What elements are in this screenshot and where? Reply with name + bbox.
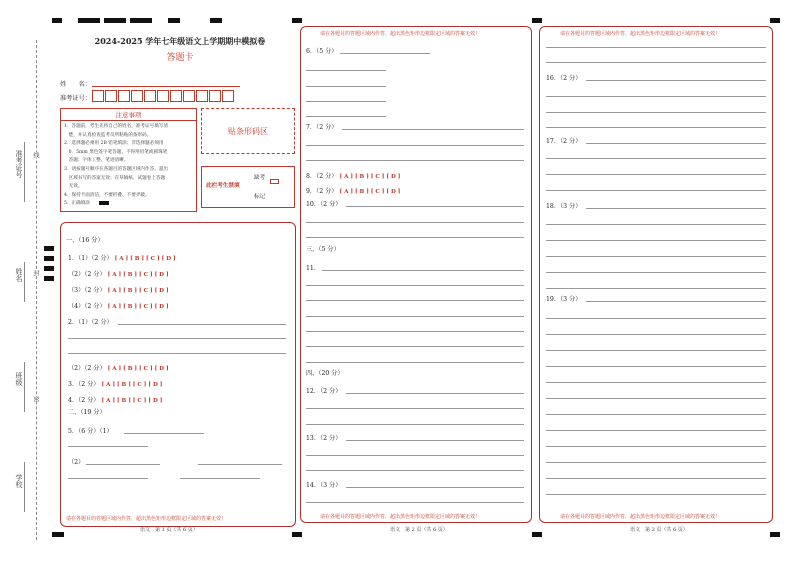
side-seal-mark: 封 bbox=[32, 270, 39, 276]
q7-label: 7．（2 分） bbox=[306, 124, 338, 131]
registration-mark bbox=[210, 18, 222, 23]
answer-line[interactable] bbox=[546, 224, 766, 225]
answer-line[interactable] bbox=[346, 206, 524, 207]
answer-line[interactable] bbox=[546, 430, 766, 431]
registration-mark bbox=[44, 256, 54, 261]
filled-sample-mark bbox=[99, 201, 109, 205]
page3-answer-panel bbox=[539, 26, 773, 523]
side-label-name: 姓名 bbox=[15, 268, 23, 282]
q9-label: 9．（2 分） bbox=[306, 188, 338, 195]
absent-mark-label: 标记 bbox=[254, 194, 266, 200]
answer-line[interactable] bbox=[306, 70, 386, 71]
answer-line[interactable] bbox=[306, 470, 524, 471]
q10-label: 10．（2 分） bbox=[306, 201, 342, 208]
notes-item: 楚，并认真检查监考员所粘贴的条形码。 bbox=[64, 132, 152, 138]
page-title: 2024-2025 学年七年级语文上学期期中模拟卷 bbox=[94, 36, 266, 46]
side-label-id: 准考证号 bbox=[15, 150, 23, 178]
answer-line[interactable] bbox=[546, 318, 766, 319]
registration-mark bbox=[44, 246, 54, 251]
page2-bottom-warning: 请在各题目的答题区域内作答，超出黑色矩形边框限定区域的答案无效！ bbox=[320, 514, 481, 520]
q5-1-label: 5．（6 分）（1） bbox=[68, 428, 113, 435]
answer-line[interactable] bbox=[586, 143, 766, 144]
answer-line[interactable] bbox=[306, 300, 524, 301]
q1-4-options[interactable]: [ A ] [ B ] [ C ] [ D ] bbox=[107, 304, 169, 310]
notes-item: 1．答题前，考生先将自己的姓名，准考证号填写清 bbox=[64, 124, 168, 129]
q14-label: 14．（3 分） bbox=[306, 482, 342, 489]
registration-mark bbox=[130, 18, 152, 23]
answer-line[interactable] bbox=[306, 116, 386, 117]
q11-label: 11． bbox=[306, 265, 321, 272]
answer-line[interactable] bbox=[68, 338, 286, 339]
registration-mark bbox=[52, 18, 62, 23]
side-label-class: 班级 bbox=[15, 372, 23, 386]
section1-heading: 一、（16 分） bbox=[66, 237, 104, 244]
answer-line[interactable] bbox=[198, 464, 282, 465]
q8-label: 8．（2 分） bbox=[306, 173, 338, 180]
side-line-mark: 线 bbox=[32, 152, 39, 158]
absent-checkbox[interactable] bbox=[270, 179, 279, 184]
q13-label: 13．（2 分） bbox=[306, 435, 342, 442]
answer-line[interactable] bbox=[306, 408, 524, 409]
id-digit-box[interactable] bbox=[157, 90, 169, 102]
answer-line[interactable] bbox=[546, 350, 766, 351]
answer-line[interactable] bbox=[306, 455, 524, 456]
answer-line[interactable] bbox=[306, 101, 386, 102]
q1-1-options[interactable]: [ A ] [ B ] [ C ] [ D ] bbox=[114, 256, 176, 262]
barcode-label: 贴条形码区 bbox=[228, 126, 268, 136]
answer-line[interactable] bbox=[546, 112, 766, 113]
q3-options[interactable]: [ A ] [ B ] [ C ] [ D ] bbox=[101, 382, 163, 388]
registration-mark bbox=[104, 18, 126, 23]
id-digit-box[interactable] bbox=[209, 90, 221, 102]
answer-line[interactable] bbox=[124, 433, 204, 434]
answer-line[interactable] bbox=[546, 446, 766, 447]
q1-3-options[interactable]: [ A ] [ B ] [ C ] [ D ] bbox=[107, 288, 169, 294]
answer-line[interactable] bbox=[322, 270, 524, 271]
registration-mark bbox=[292, 18, 302, 23]
answer-line[interactable] bbox=[546, 62, 766, 63]
side-fill-line bbox=[24, 142, 25, 202]
q19-label: 19．（3 分） bbox=[546, 296, 582, 303]
registration-mark bbox=[168, 18, 180, 23]
answer-line[interactable] bbox=[546, 366, 766, 367]
id-digit-box[interactable] bbox=[222, 90, 234, 102]
answer-line[interactable] bbox=[68, 478, 148, 479]
answer-line[interactable] bbox=[306, 502, 524, 503]
side-fill-line bbox=[24, 462, 25, 512]
notes-box bbox=[60, 108, 197, 212]
proctor-label: 此栏考生禁填 bbox=[206, 183, 240, 189]
name-label: 姓 名： bbox=[60, 81, 91, 88]
q18-label: 18．（3 分） bbox=[546, 203, 582, 210]
section2-heading: 二、（19 分） bbox=[68, 409, 106, 416]
answer-line[interactable] bbox=[546, 158, 766, 159]
section4-heading: 四、（20 分） bbox=[306, 370, 344, 377]
notes-item: 0．5mm 黑色签字笔答题，不得用铅笔或圆珠笔 bbox=[64, 149, 168, 155]
page2-footer: 语文 第 2 页（共 6 页） bbox=[390, 527, 448, 533]
notes-item: 答题；字体工整、笔迹清晰。 bbox=[64, 158, 129, 164]
id-digit-box[interactable] bbox=[144, 90, 156, 102]
absent-label: 缺考 bbox=[254, 175, 266, 181]
id-digit-box[interactable] bbox=[131, 90, 143, 102]
answer-line[interactable] bbox=[306, 86, 386, 87]
answer-line[interactable] bbox=[306, 362, 524, 363]
registration-mark bbox=[44, 266, 54, 271]
answer-line[interactable] bbox=[346, 487, 524, 488]
answer-line[interactable] bbox=[306, 160, 524, 161]
registration-mark bbox=[770, 532, 780, 537]
q1-2-options[interactable]: [ A ] [ B ] [ C ] [ D ] bbox=[107, 272, 169, 278]
q2-2-options[interactable]: [ A ] [ B ] [ C ] [ D ] bbox=[107, 366, 169, 372]
answer-line[interactable] bbox=[346, 393, 524, 394]
page-subtitle: 答题卡 bbox=[166, 53, 194, 63]
answer-line[interactable] bbox=[68, 353, 286, 354]
side-fill-line bbox=[24, 262, 25, 302]
answer-line[interactable] bbox=[546, 190, 766, 191]
registration-mark bbox=[532, 18, 542, 23]
id-digit-box[interactable] bbox=[105, 90, 117, 102]
id-digit-box[interactable] bbox=[196, 90, 208, 102]
answer-line[interactable] bbox=[586, 208, 766, 209]
q2-2-label: （2）（2 分） bbox=[68, 365, 106, 372]
answer-line[interactable] bbox=[546, 240, 766, 241]
notes-item: 区域书写的答案无效；在草稿纸、试题卷上答题 bbox=[64, 175, 166, 181]
q4-options[interactable]: [ A ] [ B ] [ C ] [ D ] bbox=[101, 398, 163, 404]
answer-line[interactable] bbox=[546, 398, 766, 399]
answer-line[interactable] bbox=[306, 222, 524, 223]
answer-line[interactable] bbox=[546, 414, 766, 415]
barcode-area bbox=[201, 108, 295, 154]
answer-line[interactable] bbox=[306, 331, 524, 332]
q9-options[interactable]: [ A ] [ B ] [ C ] [ D ] bbox=[339, 189, 401, 195]
id-label: 准考证号： bbox=[60, 95, 91, 102]
q3-label: 3．（2 分） bbox=[68, 381, 100, 388]
answer-line[interactable] bbox=[546, 478, 766, 479]
answer-line[interactable] bbox=[346, 440, 524, 441]
registration-mark bbox=[44, 276, 54, 281]
answer-line[interactable] bbox=[118, 324, 286, 325]
q1-2-label: （2）（2 分） bbox=[68, 271, 106, 278]
registration-mark bbox=[770, 18, 780, 23]
answer-line[interactable] bbox=[546, 174, 766, 175]
answer-line[interactable] bbox=[546, 96, 766, 97]
answer-line[interactable] bbox=[546, 334, 766, 335]
registration-mark bbox=[78, 18, 100, 23]
side-label-school: 学校 bbox=[15, 474, 23, 488]
answer-line[interactable] bbox=[546, 256, 766, 257]
answer-line[interactable] bbox=[546, 288, 766, 289]
answer-line[interactable] bbox=[306, 346, 524, 347]
q12-label: 12．（2 分） bbox=[306, 388, 342, 395]
q8-options[interactable]: [ A ] [ B ] [ C ] [ D ] bbox=[339, 174, 401, 180]
id-digit-box[interactable] bbox=[92, 90, 104, 102]
binding-line bbox=[36, 40, 37, 540]
side-close-mark: 密 bbox=[32, 396, 39, 402]
page1-warning: 请在各题目的答题区域内作答，超出黑色矩形边框限定区域的答案无效！ bbox=[66, 516, 227, 522]
answer-line[interactable] bbox=[546, 494, 766, 495]
answer-line[interactable] bbox=[306, 424, 524, 425]
answer-line[interactable] bbox=[306, 316, 524, 317]
registration-mark bbox=[52, 532, 64, 537]
answer-line[interactable] bbox=[546, 127, 766, 128]
q5-2-label: （2） bbox=[68, 459, 85, 466]
registration-mark bbox=[532, 532, 542, 537]
answer-line[interactable] bbox=[306, 237, 524, 238]
answer-line[interactable] bbox=[546, 47, 766, 48]
answer-line[interactable] bbox=[306, 145, 524, 146]
notes-item: 5．正确填涂 bbox=[64, 201, 90, 207]
q1-4-label: （4）（2 分） bbox=[68, 303, 106, 310]
notes-item: 3．请按题号顺序在各题目的答题区域内作答，超出 bbox=[64, 166, 168, 172]
answer-line[interactable] bbox=[546, 462, 766, 463]
id-digit-box[interactable] bbox=[118, 90, 130, 102]
page1-answer-panel bbox=[60, 222, 296, 527]
id-digit-box[interactable] bbox=[183, 90, 195, 102]
page3-top-warning: 请在各题目的答题区域内作答，超出黑色矩形边框限定区域的答案无效！ bbox=[560, 31, 721, 37]
proctor-box bbox=[201, 166, 295, 208]
answer-line[interactable] bbox=[586, 80, 766, 81]
page2-top-warning: 请在各题目的答题区域内作答，超出黑色矩形边框限定区域的答案无效！ bbox=[320, 31, 481, 37]
q17-label: 17．（2 分） bbox=[546, 138, 582, 145]
notes-item: 无效。 bbox=[64, 184, 83, 190]
name-field[interactable] bbox=[92, 86, 240, 87]
answer-line[interactable] bbox=[306, 285, 524, 286]
page1-footer: 语文 第 1 页（共 6 页） bbox=[140, 527, 198, 533]
answer-line[interactable] bbox=[546, 382, 766, 383]
answer-line[interactable] bbox=[86, 464, 160, 465]
answer-line[interactable] bbox=[180, 478, 260, 479]
registration-mark bbox=[292, 532, 302, 537]
section3-heading: 三、（5 分） bbox=[306, 246, 340, 253]
notes-item: 2．选择题必须用 2B 铅笔填涂；非选择题必须用 bbox=[64, 141, 164, 147]
answer-line[interactable] bbox=[546, 272, 766, 273]
side-fill-line bbox=[24, 362, 25, 412]
q1-3-label: （3）（2 分） bbox=[68, 287, 106, 294]
page3-footer: 语文 第 3 页（共 6 页） bbox=[630, 527, 688, 533]
q2-1-label: 2．（1）（2 分） bbox=[68, 319, 113, 326]
answer-line[interactable] bbox=[342, 129, 524, 130]
notes-title: 注意事项 bbox=[61, 109, 196, 121]
q4-label: 4．（2 分） bbox=[68, 397, 100, 404]
q6-label: 6．（5 分） bbox=[306, 48, 338, 55]
answer-line[interactable] bbox=[340, 53, 430, 54]
q16-label: 16．（2 分） bbox=[546, 75, 582, 82]
q1-1-label: 1．（1）（2 分） bbox=[68, 255, 113, 262]
notes-item: 4．保持卡面清洁，不要折叠、不要弄破。 bbox=[64, 192, 150, 198]
answer-line[interactable] bbox=[586, 301, 766, 302]
page3-bottom-warning: 请在各题目的答题区域内作答，超出黑色矩形边框限定区域的答案无效！ bbox=[560, 514, 721, 520]
id-digit-box[interactable] bbox=[170, 90, 182, 102]
answer-line[interactable] bbox=[68, 446, 148, 447]
